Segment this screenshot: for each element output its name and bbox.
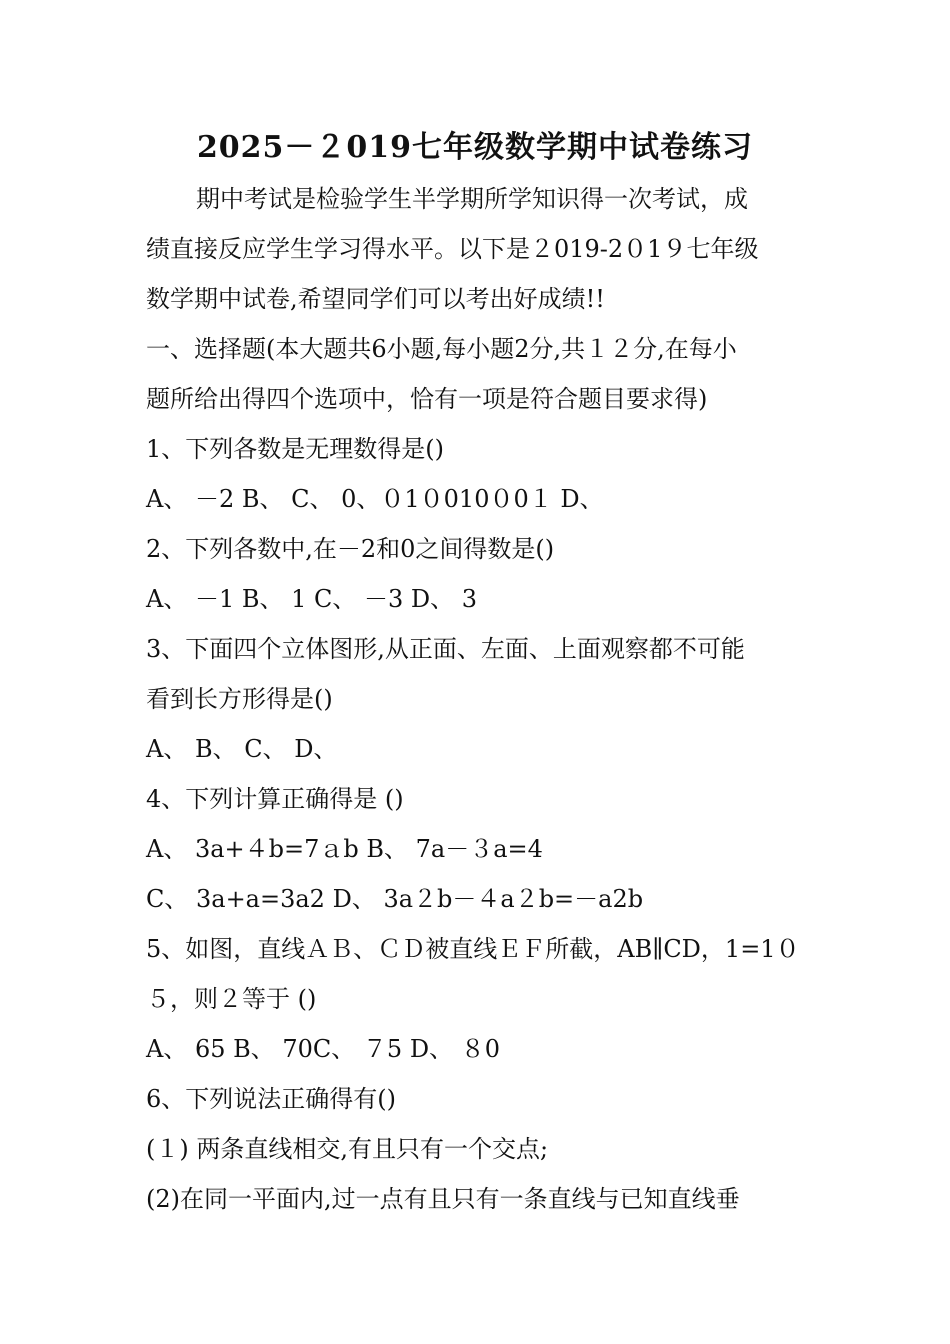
question-6: 6、下列说法正确得有() <box>146 1085 396 1113</box>
question-2: 2、下列各数中,在－2和0之间得数是() <box>146 535 555 563</box>
question-5-options: A、 65 B、 70C、 ７5 D、 ８0 <box>146 1035 500 1063</box>
intro-line-3: 数学期中试卷,希望同学们可以考出好成绩!! <box>146 285 605 313</box>
question-4-options-ab: A、 3a+４b=7ａb B、 7a－３a=4 <box>146 835 543 863</box>
section-heading-line-1: 一、选择题(本大题共6小题,每小题2分,共１２分,在每小 <box>146 335 737 363</box>
question-5-line-2: ５，则２等于 () <box>146 985 317 1013</box>
question-2-options: A、 －1 B、 1 C、 －3 D、 3 <box>146 585 478 613</box>
question-4-options-cd: C、 3a+a=3a2 D、 3a２b－４a２b=－a2b <box>146 885 644 913</box>
section-heading-line-2: 题所给出得四个选项中，恰有一项是符合题目要求得) <box>146 385 708 413</box>
question-4: 4、下列计算正确得是 () <box>146 785 404 813</box>
intro-line-1: 期中考试是检验学生半学期所学知识得一次考试，成 <box>196 185 748 213</box>
question-6-item-2: (2)在同一平面内,过一点有且只有一条直线与已知直线垂 <box>146 1185 740 1213</box>
question-3-options: A、 B、 C、 D、 <box>146 735 338 763</box>
question-6-item-1: (１) 两条直线相交,有且只有一个交点; <box>146 1135 549 1163</box>
question-5-line-1: 5、如图，直线ＡＢ、ＣＤ被直线ＥＦ所截，AB∥CD，1=1０ <box>146 935 800 963</box>
intro-line-2: 绩直接反应学生学习得水平。以下是２019-2０1９七年级 <box>146 235 759 263</box>
question-1-options: A、 －2 B、 C、 0、０1０010０0１ D、 <box>146 485 604 513</box>
question-1: 1、下列各数是无理数得是() <box>146 435 444 463</box>
question-3-line-2: 看到长方形得是() <box>146 685 333 713</box>
document-title: 2025－２019七年级数学期中试卷练习 <box>196 130 754 165</box>
question-3-line-1: 3、下面四个立体图形,从正面、左面、上面观察都不可能 <box>146 635 745 663</box>
